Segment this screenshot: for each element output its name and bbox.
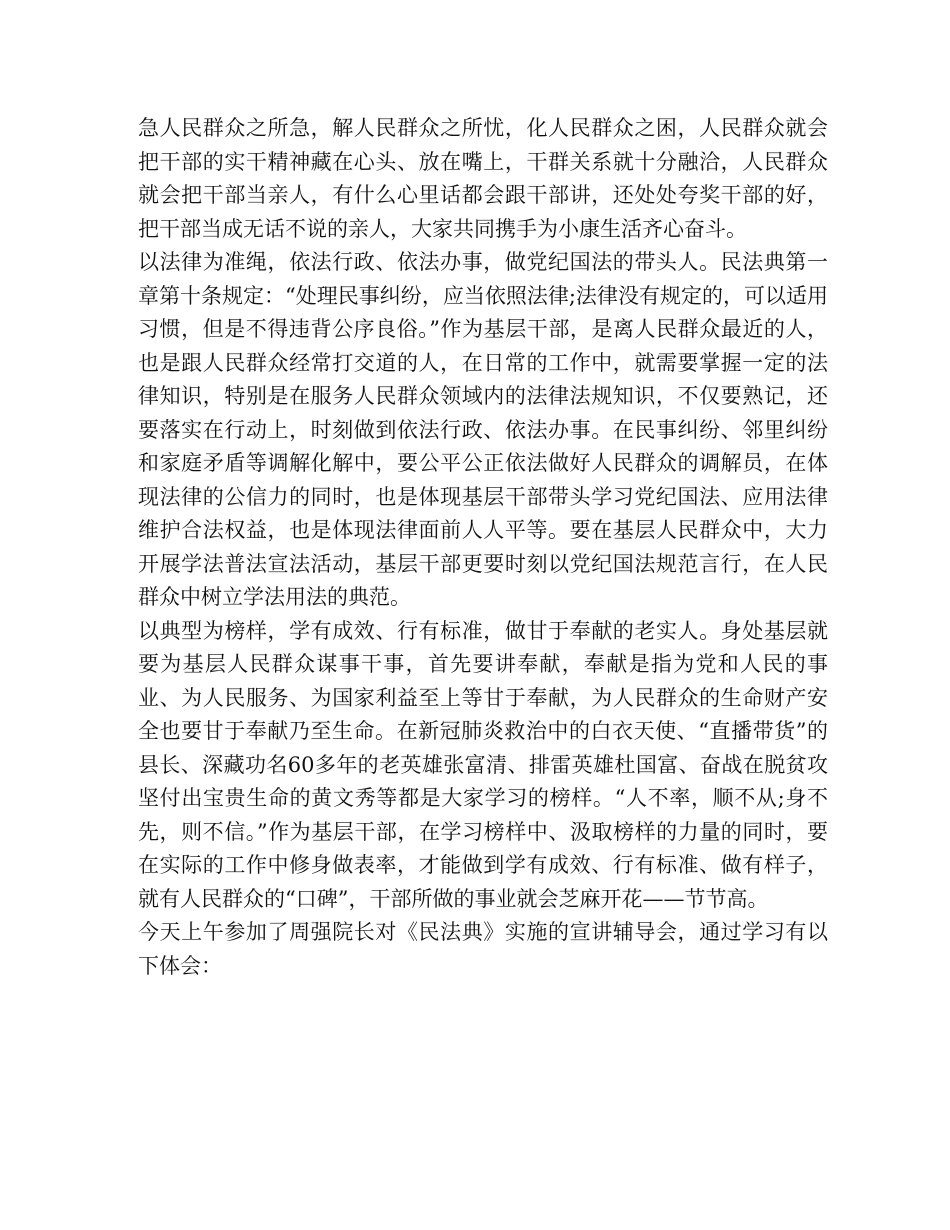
document-body: [138, 112, 828, 983]
paragraph-2: 以法律为准绳，依法行政、依法办事，做党纪国法的带头人。民法典第一章第十条规定：“处理民事纠纷，应当依照法律;法律没有规定的，可以适用习惯，但是不得违背公序良俗。”作为基层干部，是离人民群众最近的人，也是跟人民群众经常打交道的人，在日常的工作中，就需要掌握一定的法律知识，特别是在服务人民群众领域内的法律法规知识，不仅要熟记，还要落实在行动上，时刻做到依法行政、依法办事。在民事纠纷、邻里纠纷和家庭矛盾等调解化解中，要公平公正依法做好人民群众的调解员，在体现法律的公信力的同时，也是体现基层干部带头学习党纪国法、应用法律维护合法权益，也是体现法律面前人人平等。要在基层人民群众中，大力开展学法普法宣法活动，基层干部更要时刻以党纪国法规范言行，在人民群众中树立学法用法的典范。: [138, 250, 828, 609]
paragraph-3: 以典型为榜样，学有成效、行有标准，做甘于奉献的老实人。身处基层就要为基层人民群众谋事干事，首先要讲奉献，奉献是指为党和人民的事业、为人民服务、为国家利益至上等甘于奉献，为人民群众的生命财产安全也要甘于奉献乃至生命。在新冠肺炎救治中的白衣天使、“直播带货”的县长、深藏功名60多年的老英雄张富清、排雷英雄杜国富、奋战在脱贫攻坚付出宝贵生命的黄文秀等都是大家学习的榜样。“人不率，顺不从;身不先，则不信。”作为基层干部，在学习榜样中、汲取榜样的力量的同时，要在实际的工作中修身做表率，才能做到学有成效、行有标准、做有样子，就有人民群众的“口碑”，干部所做的事业就会芝麻开花——节节高。: [138, 618, 828, 911]
paragraph-1: 急人民群众之所急，解人民群众之所忧，化人民群众之困，人民群众就会把干部的实干精神藏在心头、放在嘴上，干群关系就十分融洽，人民群众就会把干部当亲人，有什么心里话都会跟干部讲，还处处夸奖干部的好，把干部当成无话不说的亲人，大家共同携手为小康生活齐心奋斗。: [138, 116, 828, 241]
paragraph-4: 今天上午参加了周强院长对《民法典》实施的宣讲辅导会，通过学习有以下体会：: [138, 920, 828, 978]
